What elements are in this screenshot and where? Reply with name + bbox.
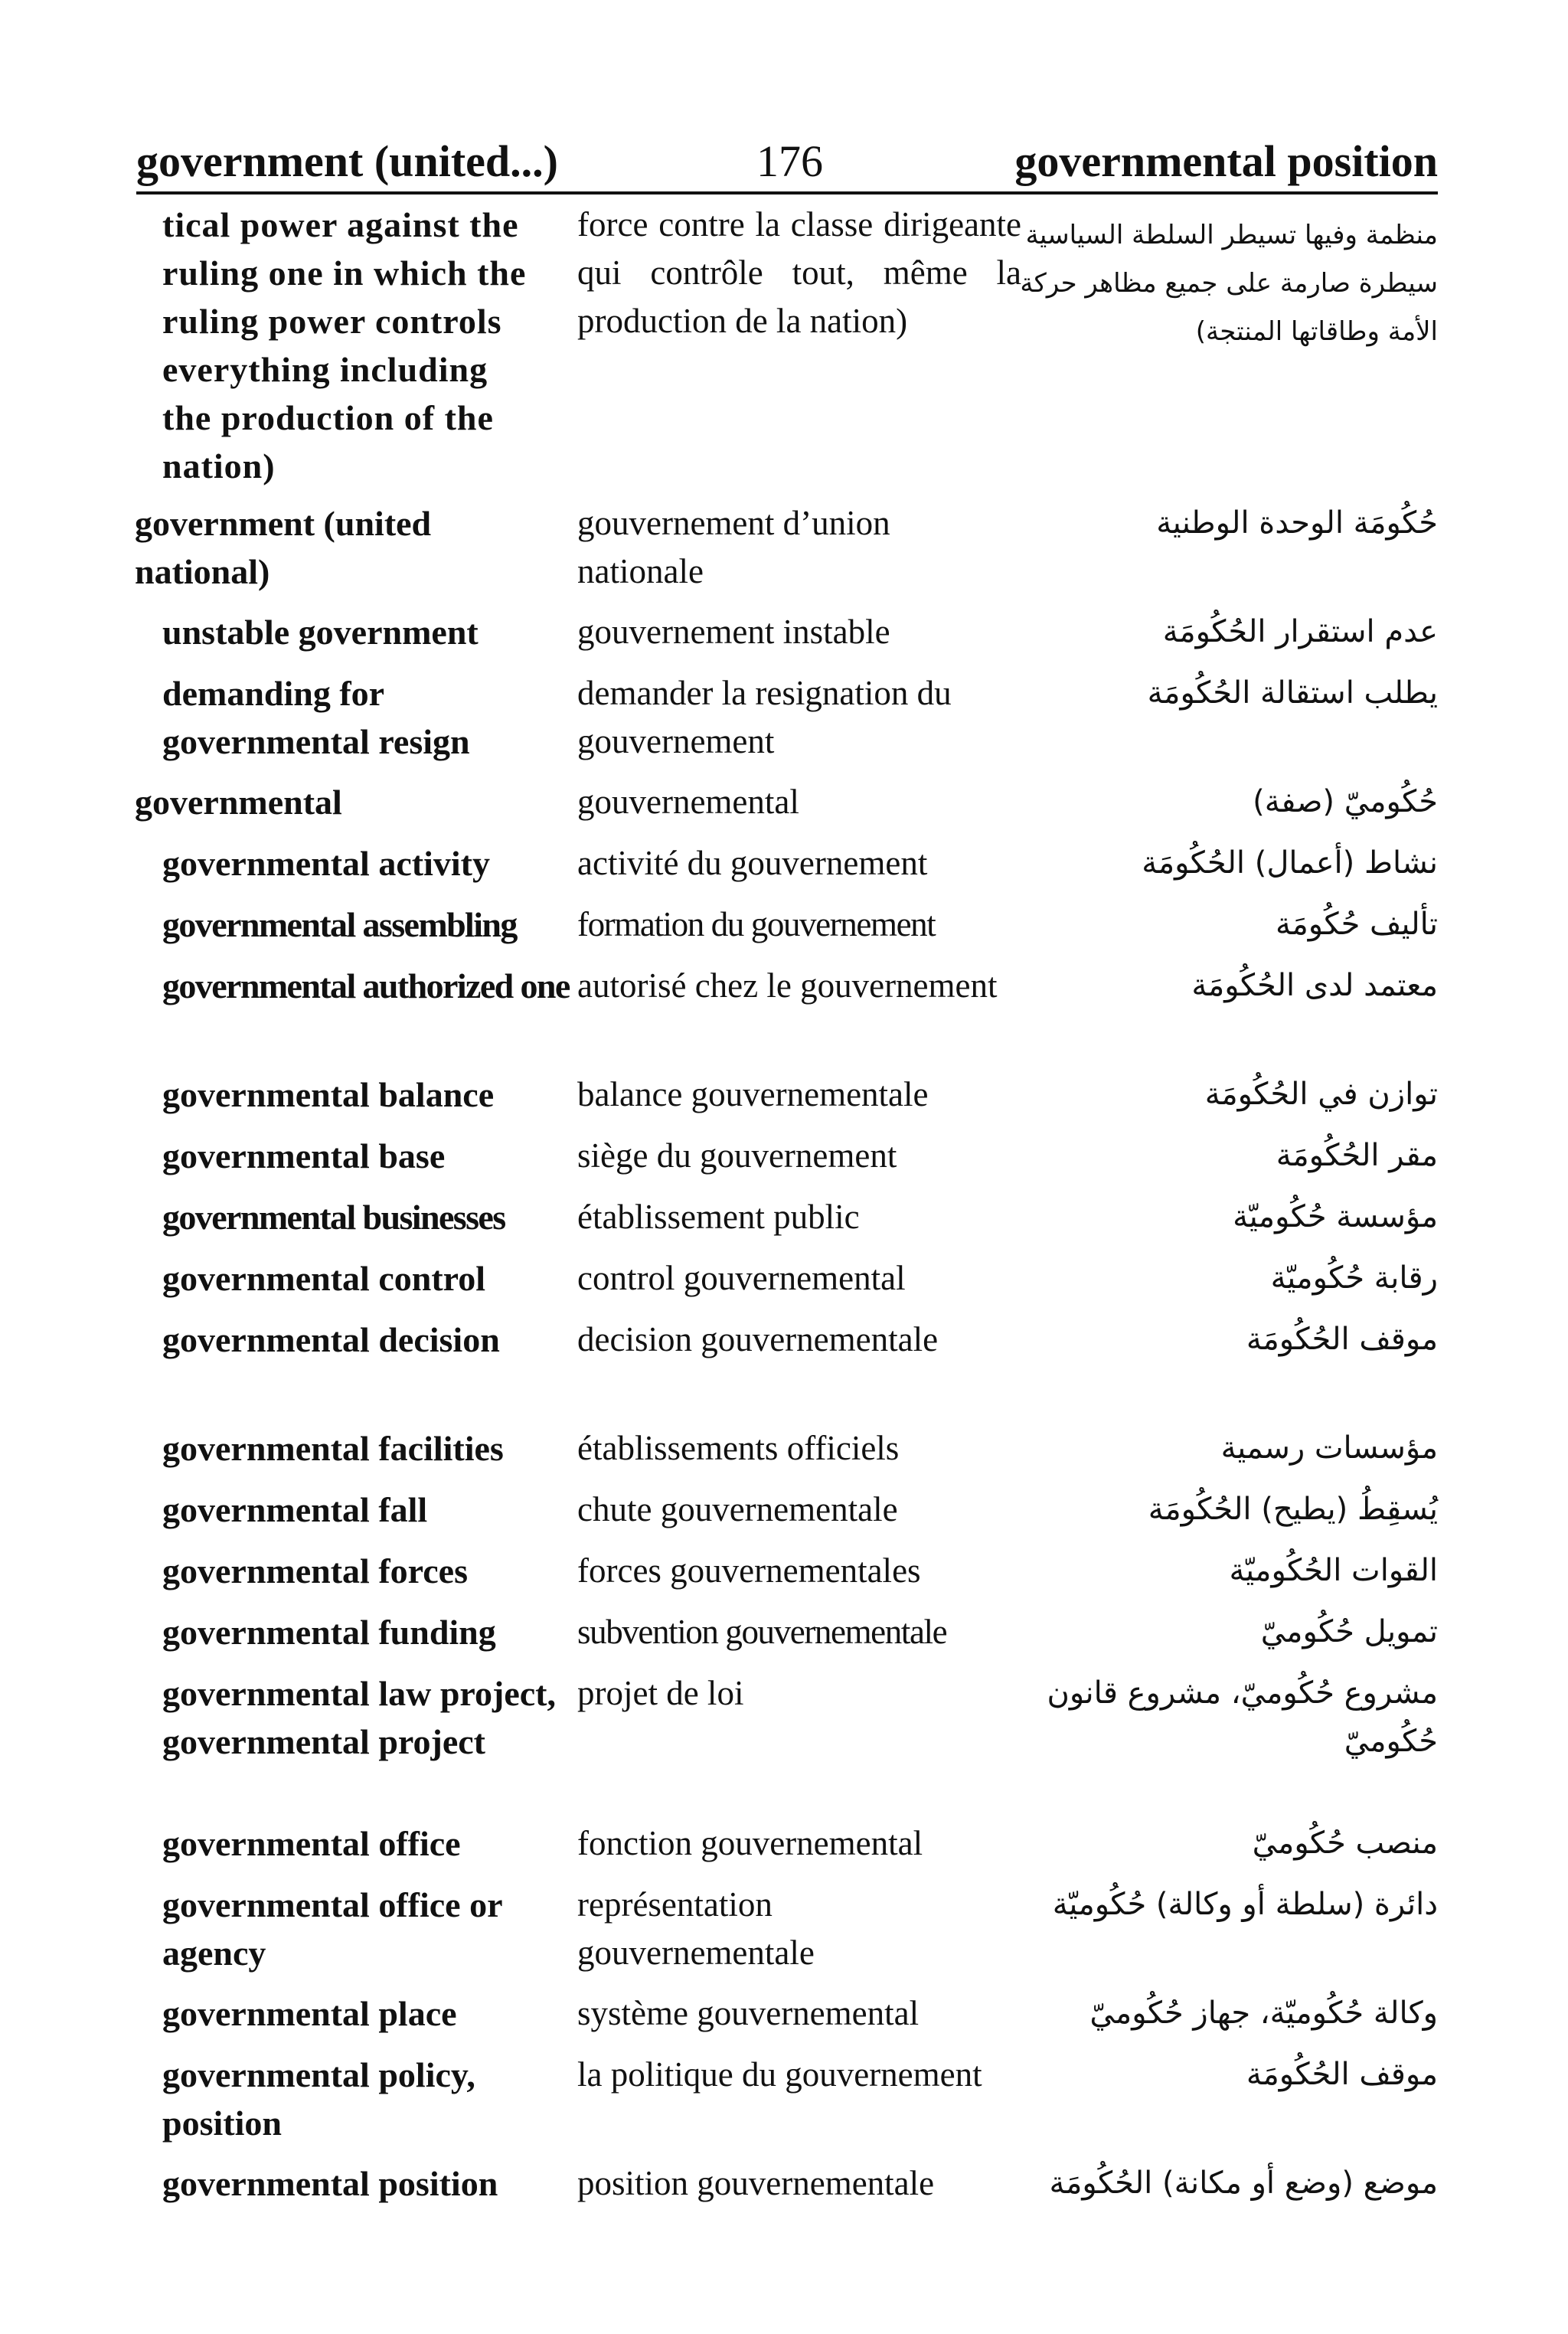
entry-arabic: منصب حُكُوميّ [1252, 1826, 1438, 1861]
entry-english: unstable government [162, 613, 479, 652]
entry-english: government (united national) [135, 504, 432, 591]
entry-french: gouvernement instable [577, 613, 890, 651]
entry-english: tical power against the ruling one in which the ruling power controls everything including the production of the nation) [162, 205, 527, 485]
entry-english: governmental [135, 783, 342, 822]
entry-english: governmental law project, governmental project [162, 1674, 556, 1761]
entry-french: decision gouvernementale [577, 1320, 939, 1358]
entry-english: governmental authorized one [162, 966, 570, 1005]
entry-row [0, 499, 1568, 608]
entry-row [0, 201, 1568, 499]
header-right-guideword: governmental position [1014, 136, 1438, 186]
running-head [136, 132, 1438, 194]
entry-row [0, 778, 1568, 839]
entry-arabic: دائرة (سلطة أو وكالة) حُكُوميّة [1052, 1887, 1438, 1922]
entry-row [0, 669, 1568, 778]
entry-french: la politique du gouvernement [577, 2055, 982, 2094]
entry-french: control gouvernemental [577, 1259, 906, 1297]
entry-french: représentation gouvernementale [577, 1885, 815, 1972]
entry-row [0, 1424, 1568, 1486]
entry-arabic: تمويل حُكُوميّ [1260, 1614, 1438, 1649]
entry-row [0, 1608, 1568, 1669]
entry-english: governmental forces [162, 1551, 468, 1590]
entry-arabic: مشروع حُكُوميّ، مشروع قانون حُكُوميّ [1047, 1675, 1438, 1759]
entry-arabic: القوات الحُكُوميّة [1229, 1553, 1438, 1588]
entry-arabic: موقف الحُكُومَة [1246, 1322, 1438, 1357]
entry-french: forces gouvernementales [577, 1551, 921, 1590]
entry-list [0, 201, 1568, 2221]
entry-english: governmental decision [162, 1320, 500, 1359]
entry-french: gouvernement d’union nationale [577, 504, 890, 590]
entry-english: governmental businesses [162, 1198, 505, 1237]
entry-row [0, 839, 1568, 901]
entry-english: governmental base [162, 1136, 446, 1175]
entry-arabic: توازن في الحُكُومَة [1204, 1077, 1438, 1112]
entry-french: système gouvernemental [577, 1994, 920, 2032]
entry-row [0, 1132, 1568, 1193]
entry-arabic: حُكُومَة الوحدة الوطنية [1156, 505, 1438, 541]
entry-english: governmental balance [162, 1075, 495, 1114]
entry-row [0, 1254, 1568, 1316]
entry-arabic: حُكُوميّ (صفة) [1253, 784, 1438, 819]
entry-arabic: معتمد لدى الحُكُومَة [1191, 968, 1438, 1003]
entry-row [0, 901, 1568, 962]
entry-row [0, 1193, 1568, 1254]
entry-row [0, 1547, 1568, 1608]
entry-row [0, 1486, 1568, 1547]
entry-arabic: موقف الحُكُومَة [1246, 2057, 1438, 2092]
entry-french: position gouvernementale [577, 2164, 935, 2202]
entry-english: governmental funding [162, 1613, 496, 1652]
entry-english: governmental assembling [162, 905, 517, 944]
entry-english: demanding for governmental resign [162, 674, 470, 761]
entry-arabic: عدم استقرار الحُكُومَة [1162, 614, 1438, 649]
page-number: 176 [756, 136, 823, 186]
entry-row [0, 962, 1568, 1071]
entry-arabic: نشاط (أعمال) الحُكُومَة [1142, 845, 1438, 881]
entry-english: governmental office [162, 1824, 461, 1863]
entry-row [0, 1989, 1568, 2051]
entry-arabic: مؤسسة حُكُوميّة [1233, 1199, 1438, 1234]
entry-arabic: تأليف حُكُومَة [1275, 907, 1438, 942]
entry-french: gouvernemental [577, 783, 799, 821]
header-left-guideword: government (united...) [136, 136, 558, 186]
entry-arabic: يطلب استقالة الحُكُومَة [1147, 675, 1438, 711]
entry-english: governmental activity [162, 844, 490, 883]
entry-french: chute gouvernementale [577, 1490, 898, 1528]
entry-french: demander la resignation du gouvernement [577, 674, 952, 760]
entry-row [0, 1669, 1568, 1819]
entry-english: governmental facilities [162, 1429, 504, 1468]
entry-row [0, 1819, 1568, 1881]
entry-french: autorisé chez le gouvernement [577, 966, 998, 1005]
entry-french: établissement public [577, 1198, 860, 1236]
entry-english: governmental control [162, 1259, 486, 1298]
entry-french: activité du gouvernement [577, 844, 928, 882]
entry-arabic: مقر الحُكُومَة [1276, 1138, 1438, 1173]
entry-arabic: مؤسسات رسمية [1220, 1430, 1438, 1466]
entry-arabic: وكالة حُكُوميّة، جهاز حُكُوميّ [1089, 1996, 1438, 2031]
entry-arabic: رقابة حُكُوميّة [1270, 1260, 1438, 1296]
entry-french: projet de loi [577, 1674, 744, 1712]
entry-english: governmental policy, position [162, 2055, 475, 2143]
entry-row [0, 1316, 1568, 1424]
entry-french: force contre la classe dirigeante qui contrôle tout, même la production de la nation) [577, 205, 1021, 340]
entry-english: governmental office or agency [162, 1885, 502, 1973]
entry-row [0, 2159, 1568, 2221]
entry-row [0, 2051, 1568, 2159]
entry-french: formation du gouvernement [577, 905, 936, 943]
entry-row [0, 1071, 1568, 1132]
entry-english: governmental fall [162, 1490, 428, 1529]
entry-english: governmental position [162, 2164, 498, 2203]
entry-arabic: يُسقِطُ (يطيح) الحُكُومَة [1148, 1492, 1438, 1527]
entry-french: subvention gouvernementale [577, 1613, 947, 1651]
entry-french: siège du gouvernement [577, 1136, 897, 1175]
entry-row [0, 608, 1568, 669]
entry-french: balance gouvernementale [577, 1075, 929, 1113]
entry-arabic: موضع (وضع أو مكانة) الحُكُومَة [1049, 2166, 1438, 2201]
entry-french: établissements officiels [577, 1429, 900, 1467]
entry-arabic: منظمة وفيها تسيطر السلطة السياسية سيطرة صارمة على جميع مظاهر حركة الأمة وطاقاتها المنتجة) [1020, 220, 1438, 347]
entry-french: fonction gouvernemental [577, 1824, 923, 1862]
entry-english: governmental place [162, 1994, 457, 2033]
entry-row [0, 1881, 1568, 1989]
